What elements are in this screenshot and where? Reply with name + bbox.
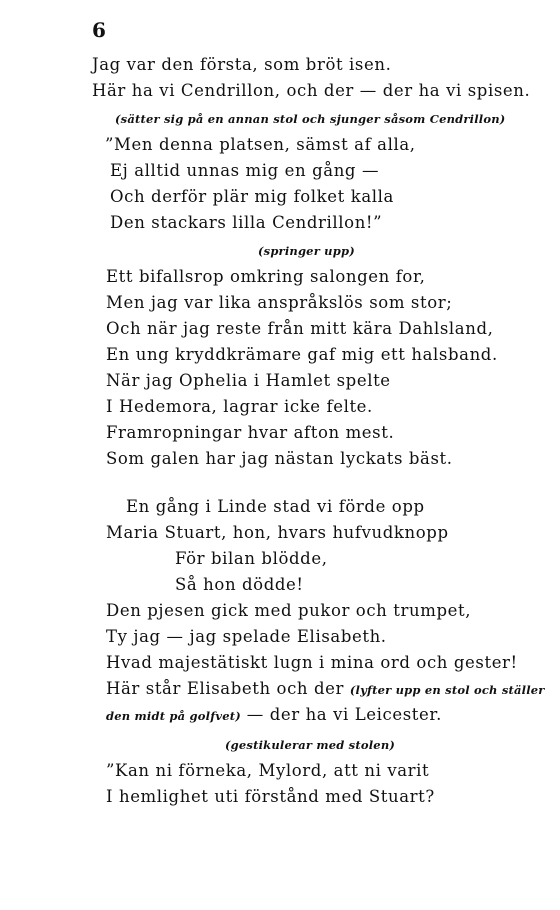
verse-line: Och när jag reste från mitt kära Dahlsland, xyxy=(106,319,494,338)
stage-direction: (sätter sig på en annan stol och sjunger såsom Cendrillon) xyxy=(115,112,506,126)
page-number: 6 xyxy=(92,18,106,42)
stage-direction: (gestikulerar med stolen) xyxy=(225,738,396,752)
verse-line: Ett bifallsrop omkring salongen for, xyxy=(106,267,426,286)
verse-line: Framropningar hvar afton mest. xyxy=(106,423,395,442)
verse-line: Här ha vi Cendrillon, och der — der ha vi spisen. xyxy=(92,81,531,100)
verse-line: ”Men denna platsen, sämst af alla, xyxy=(105,135,416,154)
verse-line xyxy=(106,678,545,701)
verse-line: En ung kryddkrämare gaf mig ett halsband. xyxy=(106,345,498,364)
verse-line: Hvad majestätiskt lugn i mina ord och gester! xyxy=(106,653,518,672)
verse-text: — der ha vi Leicester. xyxy=(246,705,442,724)
verse-line: Ty jag — jag spelade Elisabeth. xyxy=(106,627,387,646)
stage-direction: (lyfter upp en stol och ställer xyxy=(349,683,545,697)
verse-line: När jag Ophelia i Hamlet spelte xyxy=(106,371,391,390)
verse-line: Den pjesen gick med pukor och trumpet, xyxy=(106,601,472,620)
verse-line: En gång i Linde stad vi förde opp xyxy=(126,497,425,516)
stage-direction: den midt på golfvet) xyxy=(106,709,241,723)
verse-line: Ej alltid unnas mig en gång — xyxy=(110,161,380,180)
verse-line xyxy=(106,704,442,727)
stage-direction: (springer upp) xyxy=(258,244,355,258)
verse-line: Som galen har jag nästan lyckats bäst. xyxy=(106,449,453,468)
verse-line: Så hon dödde! xyxy=(175,575,304,594)
verse-line: I hemlighet uti förstånd med Stuart? xyxy=(106,787,435,806)
verse-line: Men jag var lika anspråkslös som stor; xyxy=(106,293,453,312)
verse-text: Här står Elisabeth och der xyxy=(106,679,345,698)
verse-line: Och derför plär mig folket kalla xyxy=(110,187,394,206)
verse-line: För bilan blödde, xyxy=(175,549,328,568)
verse-line: I Hedemora, lagrar icke felte. xyxy=(106,397,373,416)
verse-line: ”Kan ni förneka, Mylord, att ni varit xyxy=(106,761,430,780)
verse-line: Jag var den första, som bröt isen. xyxy=(92,55,392,74)
verse-line: Den stackars lilla Cendrillon!” xyxy=(110,213,383,232)
verse-line: Maria Stuart, hon, hvars hufvudknopp xyxy=(106,523,449,542)
